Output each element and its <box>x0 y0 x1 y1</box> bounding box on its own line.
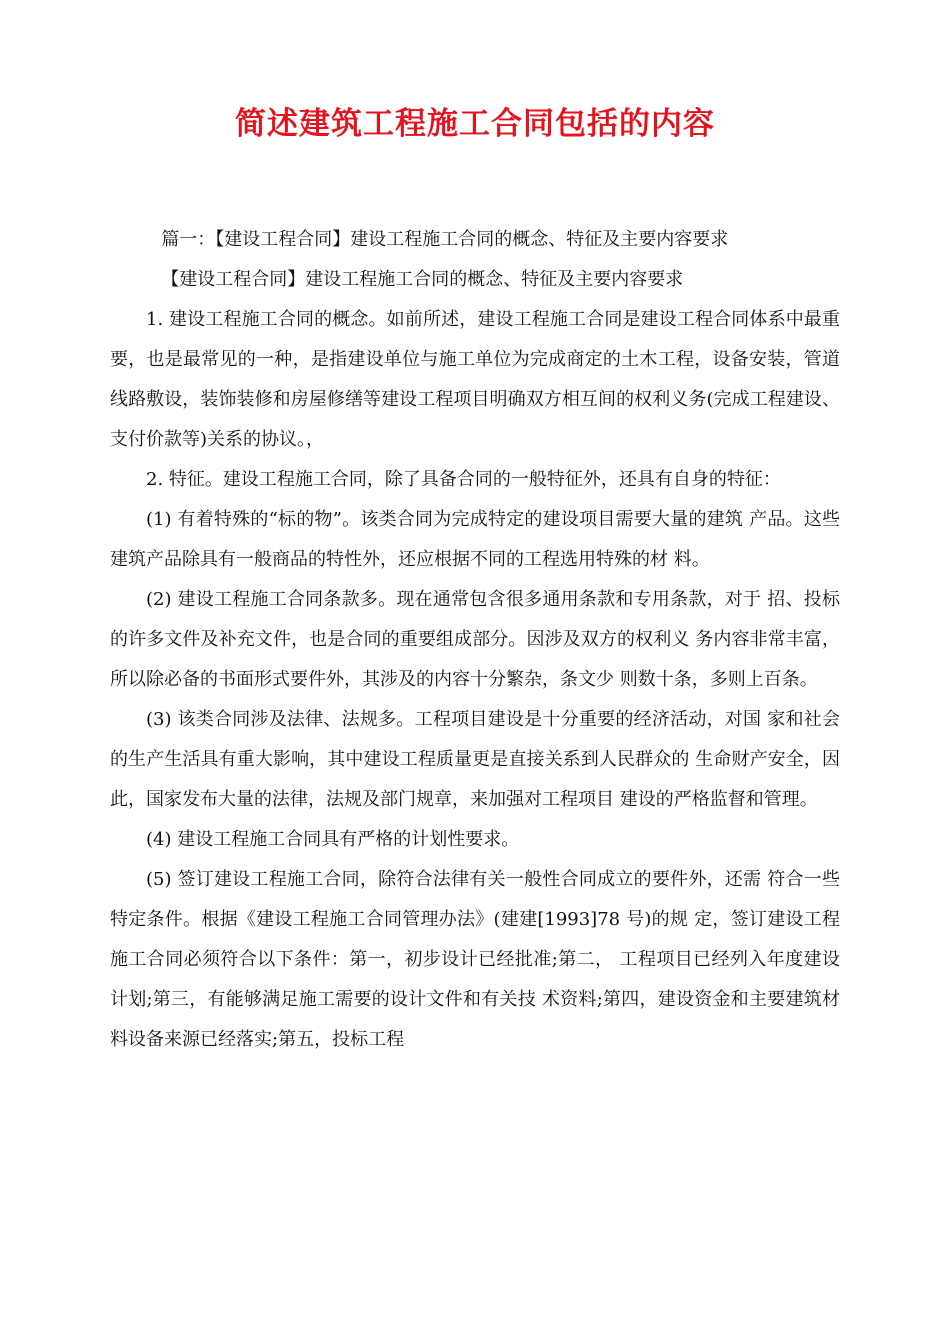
paragraph-item-5: (5) 签订建设工程施工合同，除符合法律有关一般性合同成立的要件外，还需 符合一些特定条件。根据《建设工程施工合同管理办法》(建建[1993]78 号)的规 定，签订建设工程施工合同必须符合以下条件：第一，初步设计已经批准;第二， 工程项目已经列入年度建设计划;第三，有能够满足施工需要的设计文件和有关技 术资料;第四，建设资金和主要建筑材料设备来源已经落实;第五，投标工程 <box>110 869 840 1050</box>
paragraph-item-4: (4) 建设工程施工合同具有严格的计划性要求。 <box>146 829 520 850</box>
paragraph-item-2: (2) 建设工程施工合同条款多。现在通常包含很多通用条款和专用条款，对于 招、投标的许多文件及补充文件，也是合同的重要组成部分。因涉及双方的权利义 务内容非常丰富，所以除必备的书面形式要件外，其涉及的内容十分繁杂，条文少 则数十条，多则上百条。 <box>110 589 840 690</box>
paragraph-item-1: (1) 有着特殊的“标的物”。该类合同为完成特定的建设项目需要大量的建筑 产品。这些建筑产品除具有一般商品的特性外，还应根据不同的工程选用特殊的材 料。 <box>110 509 840 570</box>
document-body <box>110 220 840 1060</box>
paragraph-features: 2. 特征。建设工程施工合同，除了具备合同的一般特征外，还具有自身的特征： <box>146 469 781 490</box>
paragraph-item-3: (3) 该类合同涉及法律、法规多。工程项目建设是十分重要的经济活动，对国 家和社会的生产生活具有重大影响，其中建设工程质量更是直接关系到人民群众的 生命财产安全，因此，国家发布大量的法律，法规及部门规章，来加强对工程项目 建设的严格监督和管理。 <box>110 709 840 810</box>
section-heading: 篇一：【建设工程合同】建设工程施工合同的概念、特征及主要内容要求 <box>161 229 729 250</box>
section-subheading: 【建设工程合同】建设工程施工合同的概念、特征及主要内容要求 <box>161 269 684 290</box>
paragraph-concept: 1. 建设工程施工合同的概念。如前所述，建设工程施工合同是建设工程合同体系中最重要，也是最常见的一种，是指建设单位与施工单位为完成商定的土木工程，设备安装，管道线路敷设，装饰装修和房屋修缮等建设工程项目明确双方相互间的权利义务(完成工程建设、支付价款等)关系的协议。， <box>110 309 840 450</box>
document-title: 简述建筑工程施工合同包括的内容 <box>235 106 715 142</box>
